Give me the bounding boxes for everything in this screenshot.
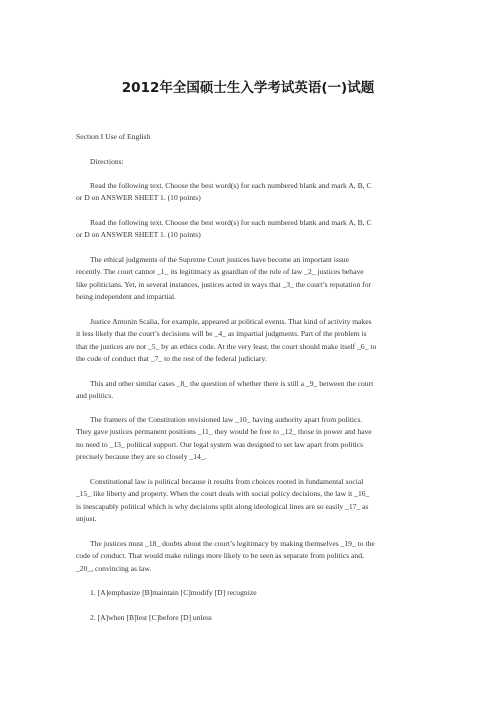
text-line: They gave justices permanent positions _11_ they would be free to _12_ those in power and have: [76, 427, 372, 437]
text-line: and politics.: [76, 391, 114, 401]
passage-paragraph-1: [76, 254, 422, 304]
directions-paragraph-1: [76, 180, 422, 205]
text-line: being independent and impartial.: [76, 292, 176, 302]
text-line: The ethical judgments of the Supreme Court justices have become an important issue: [90, 255, 349, 264]
page-title: 2012年全国硕士生入学考试英语(一)试题: [121, 80, 375, 96]
passage-paragraph-6: [76, 538, 422, 575]
text-line: _15_ like liberty and property. When the court deals with social policy decisions, the law it _16_: [76, 489, 370, 499]
text-line: Read the following text. Choose the best word(s) for each numbered blank and mark A, B, C: [90, 181, 372, 190]
text-line: no need to _13_ political support. Our legal system was designed to set law apart from politics: [76, 439, 364, 449]
text-line: that the justices are not _5_ by an ethics code. At the very least, the court should make itself _6_ to: [76, 341, 377, 351]
text-line: or D on ANSWER SHEET 1. (10 points): [76, 193, 201, 203]
text-line: _20_, convincing as law.: [76, 563, 152, 573]
text-line: like politicians. Yet, in several instances, justices acted in ways that _3_ the court’s reputation for: [76, 279, 372, 289]
question-1-options: 1. [A]emphasize [B]maintain [C]modify [D] recognize: [90, 588, 257, 597]
passage-paragraph-4: [76, 414, 422, 464]
text-line: This and other similar cases _8_ the question of whether there is still a _9_ between the court: [90, 379, 374, 388]
text-line: Read the following text. Choose the best word(s) for each numbered blank and mark A, B, C: [90, 218, 372, 227]
directions-label: Directions:: [90, 157, 124, 166]
passage-paragraph-5: [76, 476, 422, 526]
text-line: Justice Antonin Scalia, for example, appeared at political events. That kind of activity makes: [90, 317, 372, 326]
text-line: recently. The court cannot _1_ its legitimacy as guardian of the rule of law _2_ justices behave: [76, 267, 364, 277]
text-line: is inescapably political which is why decisions split along ideological lines are so easily _17_ as: [76, 501, 369, 511]
text-line: The justices must _18_ doubts about the court’s legitimacy by making themselves _19_ to the: [90, 539, 375, 548]
text-line: code of conduct. That would make rulings more likely to be seen as separate from politics and,: [76, 551, 364, 561]
question-2-options: 2. [A]when [B]lest [C]before [D] unless: [90, 613, 212, 622]
passage-paragraph-3: [76, 378, 422, 403]
passage-paragraph-2: [76, 316, 422, 366]
text-line: the code of conduct that _7_ to the rest of the federal judiciary.: [76, 354, 267, 364]
text-line: Constitutional law is political because it results from choices rooted in fundamental social: [90, 477, 364, 486]
directions-paragraph-2: [76, 217, 422, 242]
section-heading: Section I Use of English: [76, 132, 151, 141]
text-line: unjust.: [76, 514, 97, 524]
text-line: it less likely that the court’s decisions will be _4_ as impartial judgments. Part of the problem is: [76, 329, 367, 339]
text-line: or D on ANSWER SHEET 1. (10 points): [76, 230, 201, 240]
text-line: The framers of the Constitution envisioned law _10_ having authority apart from politics.: [90, 415, 363, 424]
text-line: precisely because they are so closely _14_.: [76, 452, 207, 462]
